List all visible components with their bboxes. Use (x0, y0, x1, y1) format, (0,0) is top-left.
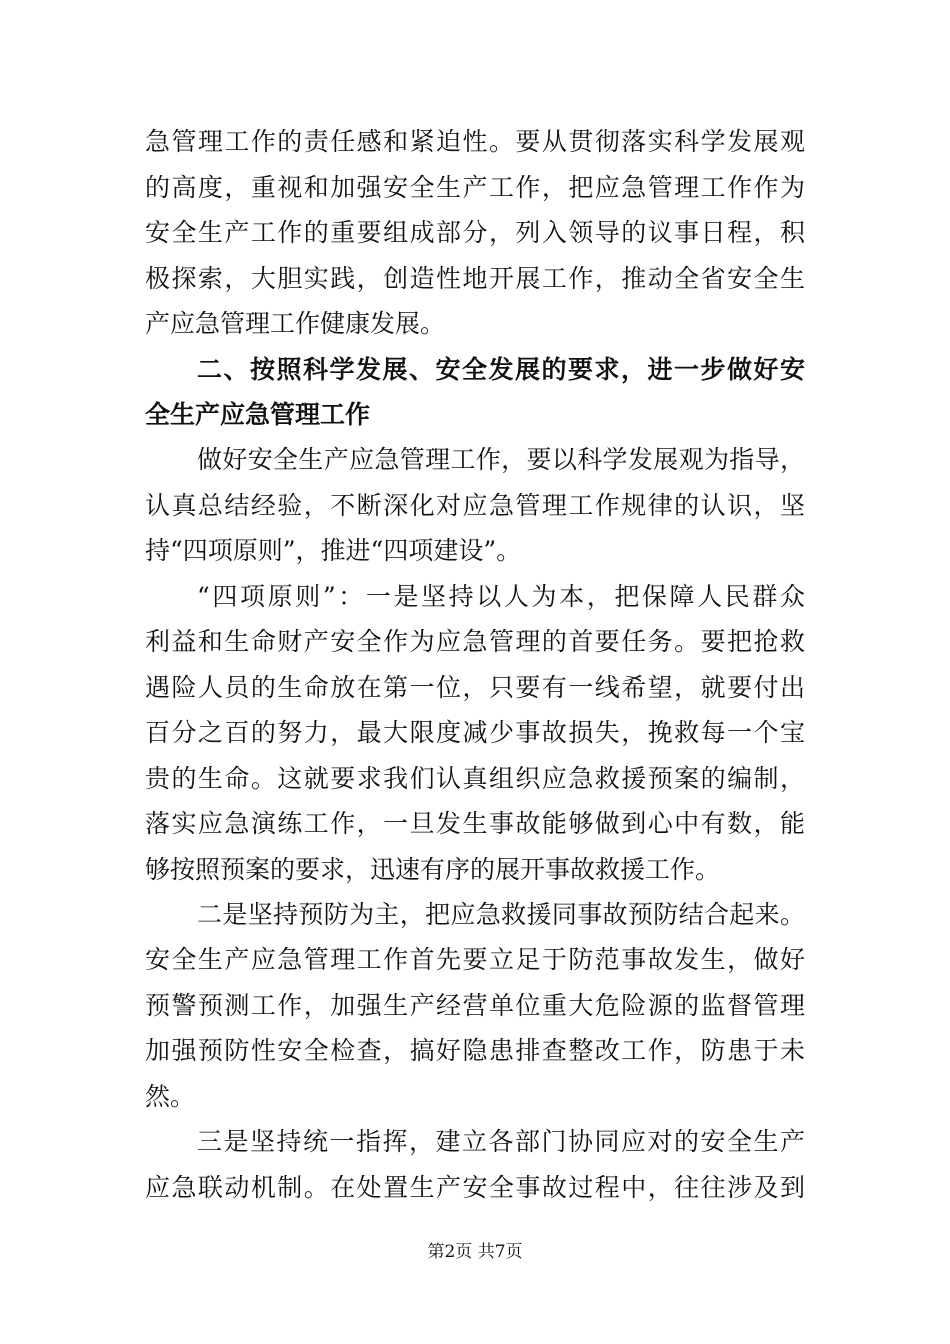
body-text-line: 认真总结经验，不断深化对应急管理工作规律的认识，坚 (145, 491, 805, 520)
body-text-line: 持“四项原则”，推进“四项建设”。 (145, 536, 522, 565)
body-text-line: 够按照预案的要求，迅速有序的展开事故救援工作。 (145, 855, 721, 884)
page-number-footer: 第2页 共7页 (427, 1242, 523, 1262)
body-text-line: 做好安全生产应急管理工作，要以科学发展观为指导， (197, 445, 805, 474)
body-text-line: 的高度，重视和加强安全生产工作，把应急管理工作作为 (145, 173, 805, 202)
body-text-line: 安全生产应急管理工作首先要立足于防范事故发生，做好 (145, 945, 805, 974)
body-text-line: 落实应急演练工作，一旦发生事故能够做到心中有数，能 (145, 809, 805, 838)
body-text-line: 产应急管理工作健康发展。 (145, 309, 446, 338)
body-text-line: 贵的生命。这就要求我们认真组织应急救援预案的编制， (145, 764, 805, 793)
body-text-line: 安全生产工作的重要组成部分，列入领导的议事日程，积 (145, 218, 805, 247)
body-text-line: 极探索，大胆实践，创造性地开展工作，推动全省安全生 (145, 264, 805, 293)
section-heading-line: 全生产应急管理工作 (145, 400, 371, 429)
body-text-line: “四项原则”：一是坚持以人为本，把保障人民群众 (197, 582, 805, 611)
body-text-line: 利益和生命财产安全作为应急管理的首要任务。要把抢救 (145, 627, 805, 656)
body-text-line: 急管理工作的责任感和紧迫性。要从贯彻落实科学发展观 (145, 127, 805, 156)
section-heading-line: 二、按照科学发展、安全发展的要求，进一步做好安 (197, 355, 805, 384)
body-text-line: 然。 (145, 1082, 196, 1111)
body-text-line: 遇险人员的生命放在第一位，只要有一线希望，就要付出 (145, 673, 805, 702)
body-text-line: 预警预测工作，加强生产经营单位重大危险源的监督管理 (145, 991, 805, 1020)
body-text-line: 应急联动机制。在处置生产安全事故过程中，往往涉及到 (145, 1173, 805, 1202)
body-text-line: 二是坚持预防为主，把应急救援同事故预防结合起来。 (197, 900, 805, 929)
body-text-line: 百分之百的努力，最大限度减少事故损失，挽救每一个宝 (145, 718, 805, 747)
body-text-line: 加强预防性安全检查，搞好隐患排查整改工作，防患于未 (145, 1036, 805, 1065)
body-text-line: 三是坚持统一指挥，建立各部门协同应对的安全生产 (197, 1127, 805, 1156)
